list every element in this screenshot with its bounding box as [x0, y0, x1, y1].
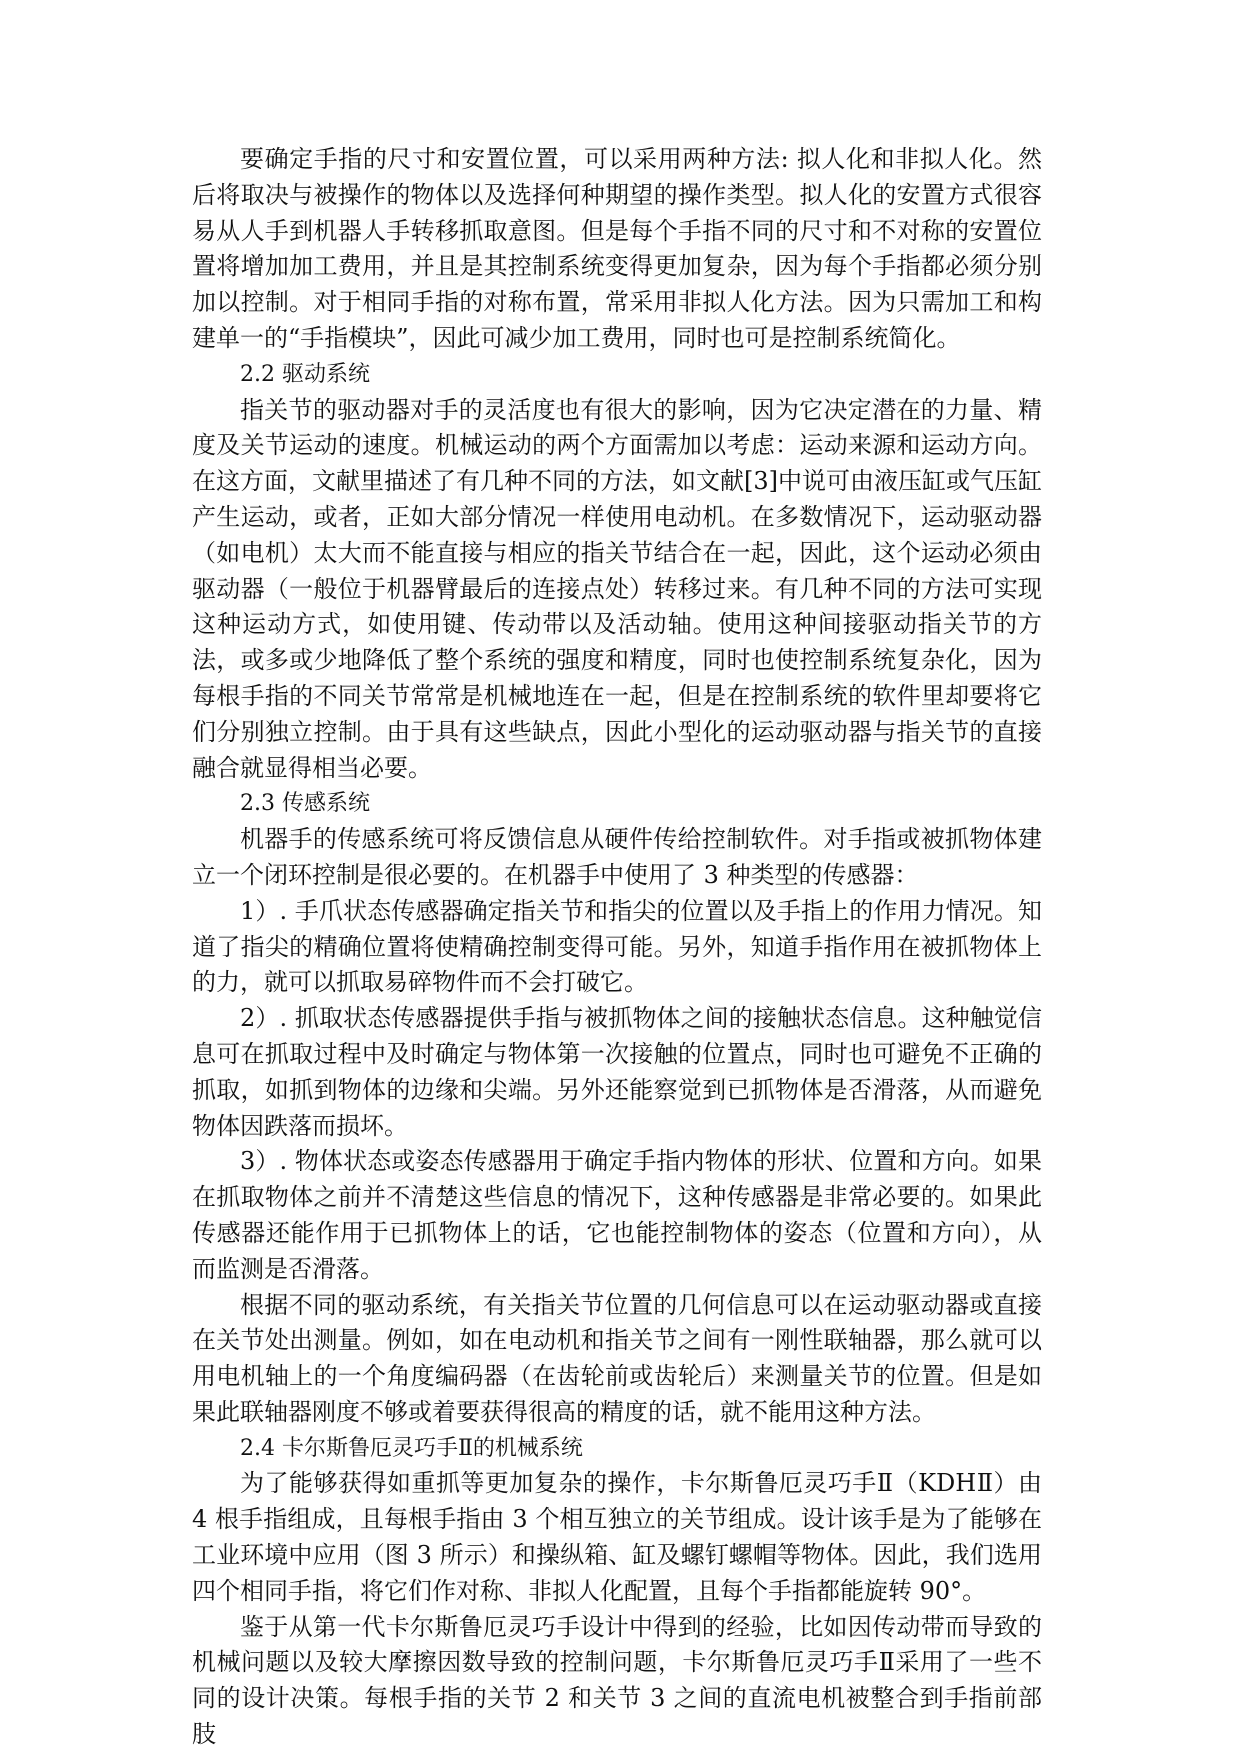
paragraph-sensor-type-3: 3）. 物体状态或姿态传感器用于确定手指内物体的形状、位置和方向。如果在抓取物体之前并不清楚这些信息的情况下，这种传感器是非常必要的。如果此传感器还能作用于已抓物体上的话，它也能控制物体的姿态（位置和方向），从而监测是否滑落。	[192, 1147, 1042, 1283]
paragraph-finger-placement: 要确定手指的尺寸和安置位置，可以采用两种方法: 拟人化和非拟人化。然后将取决与被操作的物体以及选择何种期望的操作类型。拟人化的安置方式很容易从人手到机器人手转移抓取意图。但是每个手指不同的尺寸和不对称的安置位置将增加加工费用，并且是其控制系统变得更加复杂，因为每个手指都必须分别加以控制。对于相同手指的对称布置，常采用非拟人化方法。因为只需加工和构建单一的“手指模块”，因此可减少加工费用，同时也可是控制系统简化。	[192, 145, 1042, 352]
section-heading-kdh2-mechanics: 2.4 卡尔斯鲁厄灵巧手Ⅱ的机械系统	[240, 1435, 583, 1461]
paragraph-drive-system: 指关节的驱动器对手的灵活度也有很大的影响，因为它决定潜在的力量、精度及关节运动的速度。机械运动的两个方面需加以考虑：运动来源和运动方向。在这方面，文献里描述了有几种不同的方法，如文献[3]中说可由液压缸或气压缸产生运动，或者，正如大部分情况一样使用电动机。在多数情况下，运动驱动器（如电机）太大而不能直接与相应的指关节结合在一起，因此，这个运动必须由驱动器（一般位于机器臂最后的连接点处）转移过来。有几种不同的方法可实现这种运动方式，如使用键、传动带以及活动轴。使用这种间接驱动指关节的方法，或多或少地降低了整个系统的强度和精度，同时也使控制系统复杂化，因为每根手指的不同关节常常是机械地连在一起，但是在控制系统的软件里却要将它们分别独立控制。由于具有这些缺点，因此小型化的运动驱动器与指关节的直接融合就显得相当必要。	[192, 395, 1042, 782]
paragraph-kdh2-decisions: 鉴于从第一代卡尔斯鲁厄灵巧手设计中得到的经验，比如因传动带而导致的机械问题以及较大摩擦因数导致的控制问题，卡尔斯鲁厄灵巧手Ⅱ采用了一些不同的设计决策。每根手指的关节 2 和关节 3 之间的直流电机被整合到手指前部肢	[192, 1612, 1042, 1749]
paragraph-sensing-intro: 机器手的传感系统可将反馈信息从硬件传给控制软件。对手指或被抓物体建立一个闭环控制是很必要的。在机器手中使用了 3 种类型的传感器：	[192, 825, 1042, 889]
document-body	[192, 142, 1042, 1753]
paragraph-kdh2-design: 为了能够获得如重抓等更加复杂的操作，卡尔斯鲁厄灵巧手Ⅱ（KDHⅡ）由 4 根手指组成，且每根手指由 3 个相互独立的关节组成。设计该手是为了能够在工业环境中应用（图 3 所示）和操纵箱、缸及螺钉螺帽等物体。因此，我们选用四个相同手指，将它们作对称、非拟人化配置，且每个手指都能旋转 90°。	[192, 1469, 1042, 1605]
paragraph-sensor-type-2: 2）. 抓取状态传感器提供手指与被抓物体之间的接触状态信息。这种触觉信息可在抓取过程中及时确定与物体第一次接触的位置点，同时也可避免不正确的抓取，如抓到物体的边缘和尖端。另外还能察觉到已抓物体是否滑落，从而避免物体因跌落而损坏。	[192, 1004, 1042, 1140]
section-heading-sensing-system: 2.3 传感系统	[240, 791, 370, 817]
paragraph-joint-measurement: 根据不同的驱动系统，有关指关节位置的几何信息可以在运动驱动器或直接在关节处出测量。例如，如在电动机和指关节之间有一刚性联轴器，那么就可以用电机轴上的一个角度编码器（在齿轮前或齿轮后）来测量关节的位置。但是如果此联轴器刚度不够或着要获得很高的精度的话，就不能用这种方法。	[192, 1290, 1042, 1426]
section-heading-drive-system: 2.2 驱动系统	[240, 361, 370, 387]
paragraph-sensor-type-1: 1）. 手爪状态传感器确定指关节和指尖的位置以及手指上的作用力情况。知道了指尖的精确位置将使精确控制变得可能。另外，知道手指作用在被抓物体上的力，就可以抓取易碎物件而不会打破它。	[192, 896, 1042, 997]
